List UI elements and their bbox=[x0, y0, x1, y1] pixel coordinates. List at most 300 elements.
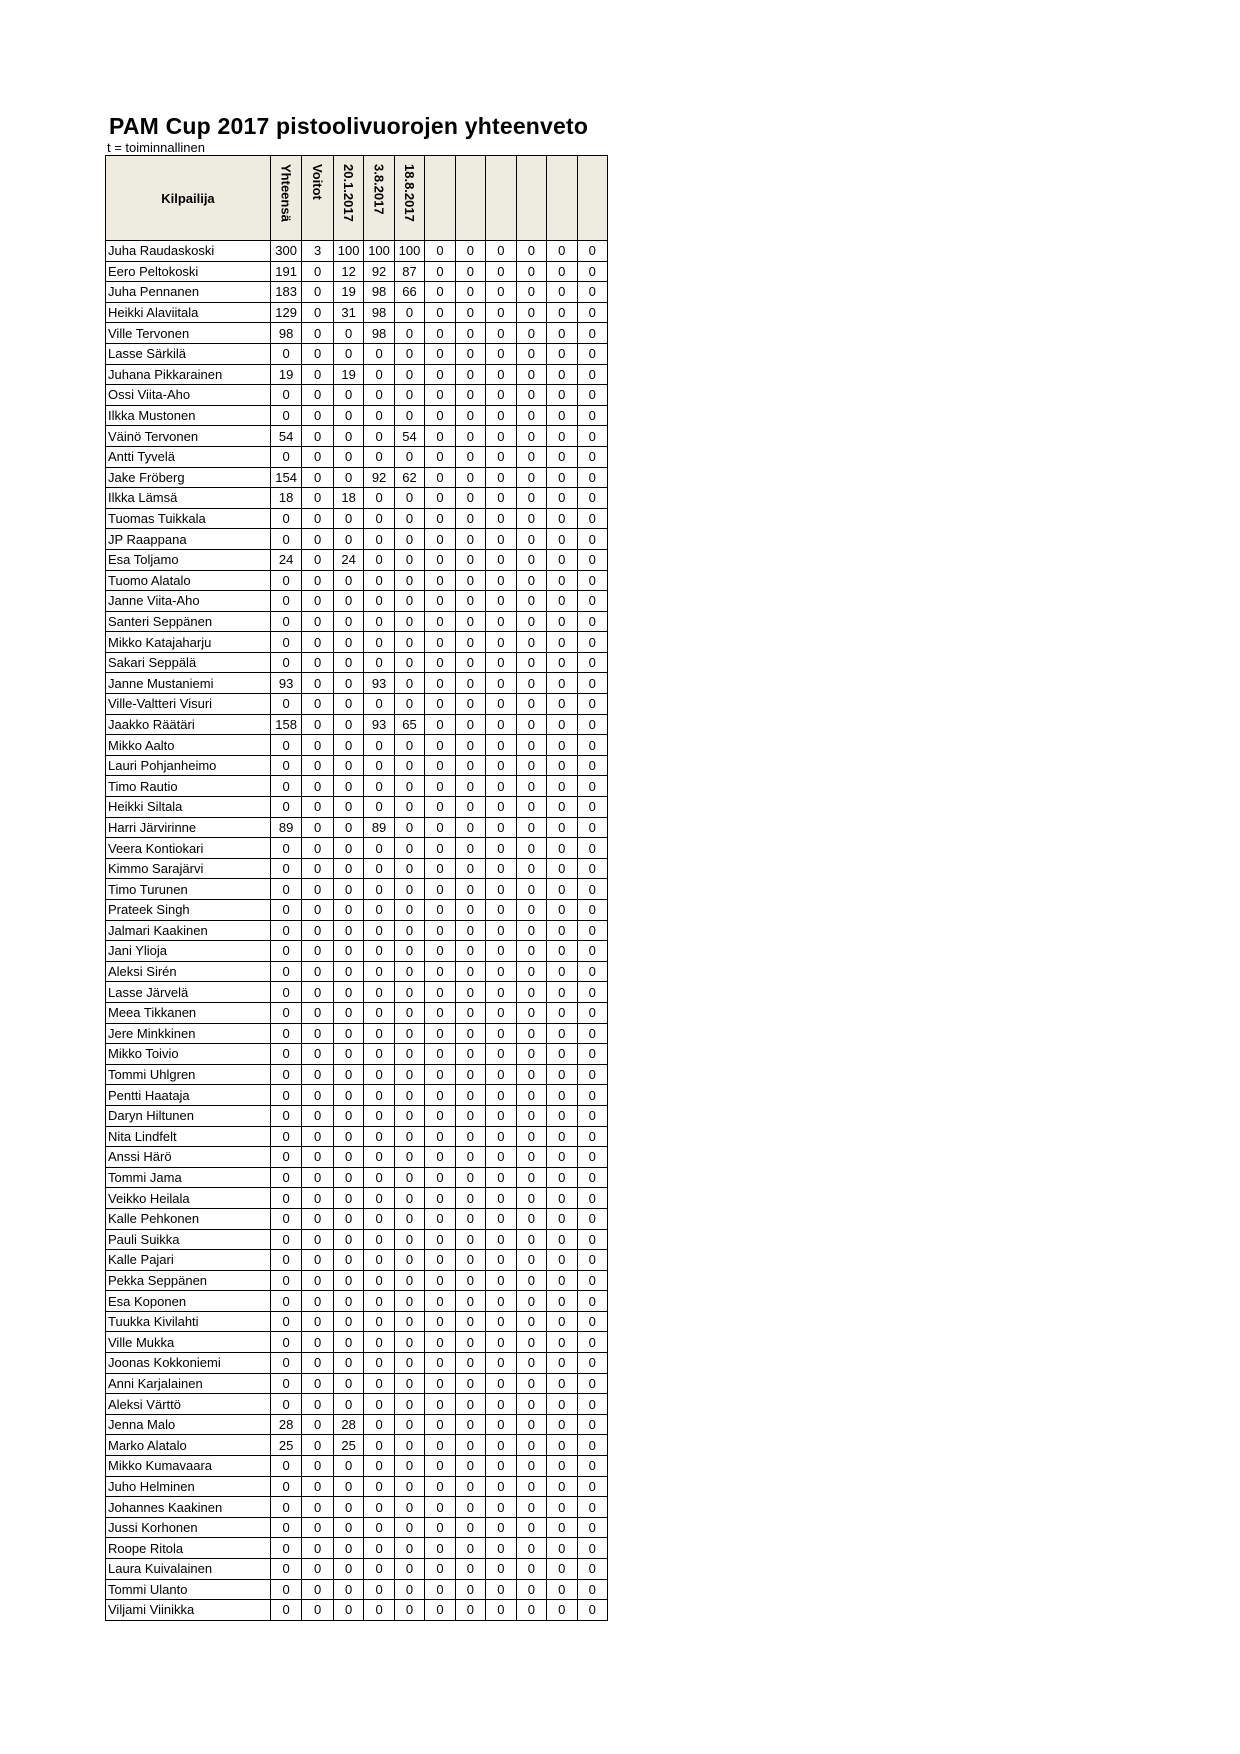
total-cell: 0 bbox=[270, 1559, 302, 1580]
header-round-2 bbox=[364, 156, 394, 241]
table-row bbox=[106, 1188, 608, 1209]
score-cell: 0 bbox=[547, 1188, 577, 1209]
score-cell: 0 bbox=[394, 1147, 424, 1168]
score-cell: 0 bbox=[333, 1085, 363, 1106]
score-cell: 0 bbox=[577, 1332, 608, 1353]
score-cell: 0 bbox=[516, 1559, 546, 1580]
score-cell: 0 bbox=[547, 1147, 577, 1168]
competitor-name: Lasse Särkilä bbox=[106, 343, 271, 364]
score-cell: 0 bbox=[394, 1456, 424, 1477]
score-cell: 0 bbox=[364, 1373, 394, 1394]
score-cell: 0 bbox=[486, 1414, 516, 1435]
total-cell: 93 bbox=[270, 673, 302, 694]
header-round-8 bbox=[547, 156, 577, 241]
score-cell: 0 bbox=[486, 1456, 516, 1477]
wins-cell: 0 bbox=[302, 364, 334, 385]
score-cell: 0 bbox=[455, 714, 485, 735]
score-cell: 0 bbox=[333, 1456, 363, 1477]
total-cell: 0 bbox=[270, 858, 302, 879]
score-cell: 0 bbox=[394, 1250, 424, 1271]
wins-cell: 0 bbox=[302, 1002, 334, 1023]
wins-cell: 0 bbox=[302, 900, 334, 921]
score-cell: 0 bbox=[364, 1579, 394, 1600]
score-cell: 100 bbox=[364, 241, 394, 262]
score-cell: 0 bbox=[547, 488, 577, 509]
score-cell: 0 bbox=[455, 632, 485, 653]
score-cell: 0 bbox=[577, 302, 608, 323]
score-cell: 0 bbox=[394, 1579, 424, 1600]
wins-cell: 0 bbox=[302, 652, 334, 673]
competitor-name: Kimmo Sarajärvi bbox=[106, 858, 271, 879]
score-cell: 0 bbox=[486, 1023, 516, 1044]
score-cell: 0 bbox=[547, 961, 577, 982]
score-cell: 0 bbox=[486, 405, 516, 426]
total-cell: 0 bbox=[270, 570, 302, 591]
wins-cell: 0 bbox=[302, 385, 334, 406]
score-cell: 98 bbox=[364, 323, 394, 344]
score-cell: 0 bbox=[455, 1414, 485, 1435]
score-cell: 0 bbox=[455, 364, 485, 385]
table-row bbox=[106, 1579, 608, 1600]
header-label: Voitot bbox=[310, 164, 326, 200]
score-cell: 0 bbox=[577, 714, 608, 735]
score-cell: 0 bbox=[394, 1044, 424, 1065]
score-cell: 0 bbox=[364, 900, 394, 921]
score-cell: 0 bbox=[333, 900, 363, 921]
score-cell: 0 bbox=[516, 591, 546, 612]
score-cell: 19 bbox=[333, 282, 363, 303]
score-cell: 0 bbox=[333, 1250, 363, 1271]
score-cell: 0 bbox=[486, 1291, 516, 1312]
score-cell: 0 bbox=[486, 755, 516, 776]
total-cell: 0 bbox=[270, 446, 302, 467]
score-cell: 0 bbox=[486, 776, 516, 797]
score-cell: 89 bbox=[364, 817, 394, 838]
score-cell: 0 bbox=[516, 1208, 546, 1229]
wins-cell: 0 bbox=[302, 1517, 334, 1538]
competitor-name: Marko Alatalo bbox=[106, 1435, 271, 1456]
score-cell: 0 bbox=[547, 343, 577, 364]
score-cell: 0 bbox=[364, 652, 394, 673]
score-cell: 0 bbox=[425, 467, 455, 488]
score-cell: 0 bbox=[486, 694, 516, 715]
score-cell: 0 bbox=[333, 1538, 363, 1559]
score-cell: 0 bbox=[333, 467, 363, 488]
score-cell: 0 bbox=[425, 838, 455, 859]
score-cell: 0 bbox=[547, 1002, 577, 1023]
score-cell: 0 bbox=[516, 1476, 546, 1497]
competitor-name: Roope Ritola bbox=[106, 1538, 271, 1559]
score-cell: 0 bbox=[455, 282, 485, 303]
score-cell: 0 bbox=[547, 611, 577, 632]
score-cell: 0 bbox=[577, 1559, 608, 1580]
total-cell: 0 bbox=[270, 1147, 302, 1168]
score-cell: 0 bbox=[364, 879, 394, 900]
score-cell: 0 bbox=[333, 961, 363, 982]
score-cell: 0 bbox=[364, 1002, 394, 1023]
table-row bbox=[106, 941, 608, 962]
score-cell: 0 bbox=[394, 1085, 424, 1106]
score-cell: 0 bbox=[394, 1270, 424, 1291]
score-cell: 0 bbox=[425, 900, 455, 921]
score-cell: 0 bbox=[455, 1538, 485, 1559]
score-cell: 0 bbox=[547, 755, 577, 776]
score-cell: 0 bbox=[425, 632, 455, 653]
score-cell: 0 bbox=[516, 652, 546, 673]
score-cell: 0 bbox=[486, 241, 516, 262]
competitor-name: Meea Tikkanen bbox=[106, 1002, 271, 1023]
total-cell: 0 bbox=[270, 343, 302, 364]
wins-cell: 0 bbox=[302, 1147, 334, 1168]
score-cell: 0 bbox=[516, 1332, 546, 1353]
score-cell: 0 bbox=[577, 1105, 608, 1126]
score-cell: 0 bbox=[333, 1332, 363, 1353]
total-cell: 0 bbox=[270, 652, 302, 673]
table-row bbox=[106, 1600, 608, 1621]
score-cell: 0 bbox=[364, 385, 394, 406]
score-cell: 0 bbox=[394, 1126, 424, 1147]
total-cell: 0 bbox=[270, 1167, 302, 1188]
wins-cell: 0 bbox=[302, 632, 334, 653]
total-cell: 183 bbox=[270, 282, 302, 303]
score-cell: 0 bbox=[486, 632, 516, 653]
competitor-name: Veera Kontiokari bbox=[106, 838, 271, 859]
score-cell: 0 bbox=[333, 776, 363, 797]
score-cell: 0 bbox=[394, 1311, 424, 1332]
score-cell: 0 bbox=[364, 508, 394, 529]
score-cell: 0 bbox=[486, 941, 516, 962]
score-cell: 0 bbox=[394, 1291, 424, 1312]
competitor-name: Antti Tyvelä bbox=[106, 446, 271, 467]
score-cell: 0 bbox=[486, 1517, 516, 1538]
competitor-name: Janne Mustaniemi bbox=[106, 673, 271, 694]
score-cell: 0 bbox=[516, 1188, 546, 1209]
score-cell: 0 bbox=[394, 1023, 424, 1044]
competitor-name: Ville Tervonen bbox=[106, 323, 271, 344]
score-cell: 0 bbox=[547, 920, 577, 941]
score-cell: 0 bbox=[547, 364, 577, 385]
competitor-name: Tuomo Alatalo bbox=[106, 570, 271, 591]
score-cell: 0 bbox=[516, 797, 546, 818]
score-cell: 0 bbox=[486, 1311, 516, 1332]
score-cell: 0 bbox=[333, 858, 363, 879]
score-cell: 24 bbox=[333, 549, 363, 570]
score-cell: 0 bbox=[516, 426, 546, 447]
score-cell: 0 bbox=[394, 735, 424, 756]
wins-cell: 0 bbox=[302, 1188, 334, 1209]
score-cell: 0 bbox=[516, 879, 546, 900]
score-cell: 0 bbox=[455, 1353, 485, 1374]
table-row bbox=[106, 1044, 608, 1065]
score-cell: 0 bbox=[455, 426, 485, 447]
score-cell: 0 bbox=[547, 1332, 577, 1353]
score-cell: 0 bbox=[394, 797, 424, 818]
score-cell: 0 bbox=[547, 1600, 577, 1621]
score-cell: 0 bbox=[577, 1250, 608, 1271]
score-cell: 0 bbox=[394, 1105, 424, 1126]
score-cell: 0 bbox=[577, 529, 608, 550]
competitor-name: Mikko Toivio bbox=[106, 1044, 271, 1065]
score-cell: 0 bbox=[577, 1311, 608, 1332]
score-cell: 0 bbox=[333, 694, 363, 715]
table-row bbox=[106, 673, 608, 694]
score-cell: 0 bbox=[394, 1229, 424, 1250]
score-cell: 0 bbox=[516, 1167, 546, 1188]
score-cell: 0 bbox=[364, 1229, 394, 1250]
score-cell: 0 bbox=[364, 1167, 394, 1188]
score-cell: 28 bbox=[333, 1414, 363, 1435]
competitor-name: Ilkka Mustonen bbox=[106, 405, 271, 426]
score-cell: 0 bbox=[547, 1085, 577, 1106]
score-cell: 0 bbox=[577, 858, 608, 879]
score-cell: 0 bbox=[577, 652, 608, 673]
wins-cell: 0 bbox=[302, 694, 334, 715]
wins-cell: 0 bbox=[302, 508, 334, 529]
score-cell: 0 bbox=[333, 1270, 363, 1291]
score-cell: 0 bbox=[364, 1126, 394, 1147]
score-cell: 0 bbox=[577, 343, 608, 364]
competitor-name: Mikko Kumavaara bbox=[106, 1456, 271, 1477]
score-cell: 0 bbox=[425, 1414, 455, 1435]
score-cell: 92 bbox=[364, 467, 394, 488]
score-cell: 0 bbox=[486, 817, 516, 838]
total-cell: 0 bbox=[270, 1085, 302, 1106]
score-cell: 0 bbox=[577, 1126, 608, 1147]
wins-cell: 0 bbox=[302, 549, 334, 570]
wins-cell: 0 bbox=[302, 446, 334, 467]
score-cell: 0 bbox=[455, 1002, 485, 1023]
table-row bbox=[106, 776, 608, 797]
score-cell: 0 bbox=[455, 1311, 485, 1332]
score-cell: 0 bbox=[455, 1456, 485, 1477]
score-cell: 18 bbox=[333, 488, 363, 509]
score-cell: 0 bbox=[547, 1373, 577, 1394]
total-cell: 129 bbox=[270, 302, 302, 323]
wins-cell: 0 bbox=[302, 1414, 334, 1435]
table-row bbox=[106, 1517, 608, 1538]
competitor-name: Anni Karjalainen bbox=[106, 1373, 271, 1394]
score-cell: 0 bbox=[516, 241, 546, 262]
table-row bbox=[106, 446, 608, 467]
score-cell: 0 bbox=[364, 1064, 394, 1085]
score-cell: 0 bbox=[455, 1229, 485, 1250]
score-cell: 0 bbox=[516, 405, 546, 426]
wins-cell: 0 bbox=[302, 982, 334, 1003]
score-cell: 0 bbox=[364, 1394, 394, 1415]
table-row bbox=[106, 694, 608, 715]
table-row bbox=[106, 1167, 608, 1188]
score-cell: 0 bbox=[516, 508, 546, 529]
score-cell: 0 bbox=[516, 735, 546, 756]
score-cell: 0 bbox=[486, 1476, 516, 1497]
header-round-3 bbox=[394, 156, 424, 241]
score-cell: 0 bbox=[394, 982, 424, 1003]
wins-cell: 0 bbox=[302, 1023, 334, 1044]
score-cell: 0 bbox=[425, 488, 455, 509]
score-cell: 0 bbox=[577, 755, 608, 776]
total-cell: 0 bbox=[270, 1497, 302, 1518]
score-cell: 0 bbox=[547, 1105, 577, 1126]
score-cell: 0 bbox=[394, 1353, 424, 1374]
total-cell: 0 bbox=[270, 1332, 302, 1353]
wins-cell: 0 bbox=[302, 611, 334, 632]
score-cell: 0 bbox=[577, 1229, 608, 1250]
total-cell: 0 bbox=[270, 1579, 302, 1600]
score-cell: 0 bbox=[547, 1311, 577, 1332]
competitor-name: Aleksi Sirén bbox=[106, 961, 271, 982]
wins-cell: 0 bbox=[302, 838, 334, 859]
score-cell: 0 bbox=[516, 694, 546, 715]
score-cell: 0 bbox=[333, 1229, 363, 1250]
score-cell: 0 bbox=[455, 1023, 485, 1044]
score-cell: 93 bbox=[364, 714, 394, 735]
score-cell: 0 bbox=[425, 446, 455, 467]
competitor-name: Aleksi Värttö bbox=[106, 1394, 271, 1415]
score-cell: 0 bbox=[547, 302, 577, 323]
score-cell: 0 bbox=[516, 1126, 546, 1147]
score-cell: 0 bbox=[425, 920, 455, 941]
table-row bbox=[106, 652, 608, 673]
score-cell: 0 bbox=[364, 941, 394, 962]
score-cell: 0 bbox=[547, 1167, 577, 1188]
score-cell: 0 bbox=[425, 302, 455, 323]
wins-cell: 0 bbox=[302, 1538, 334, 1559]
total-cell: 0 bbox=[270, 529, 302, 550]
score-cell: 0 bbox=[577, 1270, 608, 1291]
score-cell: 0 bbox=[394, 755, 424, 776]
score-cell: 0 bbox=[516, 282, 546, 303]
total-cell: 0 bbox=[270, 1250, 302, 1271]
table-row bbox=[106, 1559, 608, 1580]
wins-cell: 3 bbox=[302, 241, 334, 262]
wins-cell: 0 bbox=[302, 1394, 334, 1415]
score-cell: 0 bbox=[425, 1332, 455, 1353]
total-cell: 0 bbox=[270, 1517, 302, 1538]
score-cell: 0 bbox=[333, 1188, 363, 1209]
table-row bbox=[106, 1353, 608, 1374]
competitor-name: Jake Fröberg bbox=[106, 467, 271, 488]
score-cell: 0 bbox=[333, 920, 363, 941]
score-cell: 0 bbox=[425, 1147, 455, 1168]
score-cell: 0 bbox=[486, 1064, 516, 1085]
score-cell: 0 bbox=[577, 797, 608, 818]
table-row bbox=[106, 529, 608, 550]
score-cell: 0 bbox=[547, 982, 577, 1003]
header-round-4 bbox=[425, 156, 455, 241]
score-cell: 0 bbox=[425, 261, 455, 282]
score-cell: 0 bbox=[486, 961, 516, 982]
results-table bbox=[105, 155, 608, 1621]
total-cell: 19 bbox=[270, 364, 302, 385]
header-label: 3.8.2017 bbox=[371, 164, 387, 215]
score-cell: 0 bbox=[486, 467, 516, 488]
competitor-name: Jaakko Räätäri bbox=[106, 714, 271, 735]
score-cell: 0 bbox=[333, 1291, 363, 1312]
total-cell: 0 bbox=[270, 1311, 302, 1332]
score-cell: 0 bbox=[486, 385, 516, 406]
score-cell: 0 bbox=[486, 1373, 516, 1394]
score-cell: 0 bbox=[425, 1188, 455, 1209]
score-cell: 0 bbox=[486, 302, 516, 323]
score-cell: 0 bbox=[364, 776, 394, 797]
score-cell: 0 bbox=[577, 1044, 608, 1065]
score-cell: 0 bbox=[425, 1270, 455, 1291]
wins-cell: 0 bbox=[302, 1291, 334, 1312]
score-cell: 0 bbox=[394, 673, 424, 694]
competitor-name: Juhana Pikkarainen bbox=[106, 364, 271, 385]
score-cell: 0 bbox=[425, 941, 455, 962]
score-cell: 0 bbox=[516, 1064, 546, 1085]
score-cell: 0 bbox=[547, 570, 577, 591]
score-cell: 31 bbox=[333, 302, 363, 323]
score-cell: 0 bbox=[425, 1085, 455, 1106]
competitor-name: Joonas Kokkoniemi bbox=[106, 1353, 271, 1374]
score-cell: 0 bbox=[455, 591, 485, 612]
score-cell: 0 bbox=[333, 508, 363, 529]
header-voitot bbox=[302, 156, 334, 241]
score-cell: 0 bbox=[455, 673, 485, 694]
competitor-name: Ville Mukka bbox=[106, 1332, 271, 1353]
score-cell: 0 bbox=[364, 1600, 394, 1621]
table-row bbox=[106, 1476, 608, 1497]
score-cell: 0 bbox=[577, 632, 608, 653]
table-row bbox=[106, 1332, 608, 1353]
header-yhteensa bbox=[270, 156, 302, 241]
score-cell: 0 bbox=[455, 694, 485, 715]
wins-cell: 0 bbox=[302, 1559, 334, 1580]
competitor-name: Nita Lindfelt bbox=[106, 1126, 271, 1147]
table-row bbox=[106, 879, 608, 900]
table-row bbox=[106, 1147, 608, 1168]
wins-cell: 0 bbox=[302, 302, 334, 323]
total-cell: 0 bbox=[270, 797, 302, 818]
total-cell: 0 bbox=[270, 982, 302, 1003]
score-cell: 0 bbox=[516, 1270, 546, 1291]
score-cell: 0 bbox=[516, 920, 546, 941]
score-cell: 0 bbox=[547, 1291, 577, 1312]
score-cell: 0 bbox=[577, 261, 608, 282]
total-cell: 0 bbox=[270, 1208, 302, 1229]
score-cell: 98 bbox=[364, 282, 394, 303]
score-cell: 0 bbox=[516, 941, 546, 962]
score-cell: 0 bbox=[577, 549, 608, 570]
score-cell: 0 bbox=[577, 1291, 608, 1312]
table-row bbox=[106, 241, 608, 262]
score-cell: 0 bbox=[455, 838, 485, 859]
score-cell: 0 bbox=[486, 1435, 516, 1456]
score-cell: 0 bbox=[455, 941, 485, 962]
score-cell: 0 bbox=[364, 1291, 394, 1312]
score-cell: 0 bbox=[364, 1188, 394, 1209]
score-cell: 0 bbox=[455, 1476, 485, 1497]
score-cell: 0 bbox=[364, 1538, 394, 1559]
score-cell: 0 bbox=[486, 1394, 516, 1415]
score-cell: 0 bbox=[364, 426, 394, 447]
score-cell: 0 bbox=[425, 982, 455, 1003]
score-cell: 0 bbox=[364, 1559, 394, 1580]
total-cell: 0 bbox=[270, 961, 302, 982]
score-cell: 0 bbox=[425, 1559, 455, 1580]
score-cell: 0 bbox=[547, 838, 577, 859]
score-cell: 0 bbox=[516, 1105, 546, 1126]
score-cell: 0 bbox=[486, 426, 516, 447]
score-cell: 0 bbox=[394, 1188, 424, 1209]
score-cell: 0 bbox=[547, 261, 577, 282]
score-cell: 54 bbox=[394, 426, 424, 447]
score-cell: 0 bbox=[394, 1497, 424, 1518]
score-cell: 0 bbox=[486, 364, 516, 385]
score-cell: 0 bbox=[455, 1559, 485, 1580]
